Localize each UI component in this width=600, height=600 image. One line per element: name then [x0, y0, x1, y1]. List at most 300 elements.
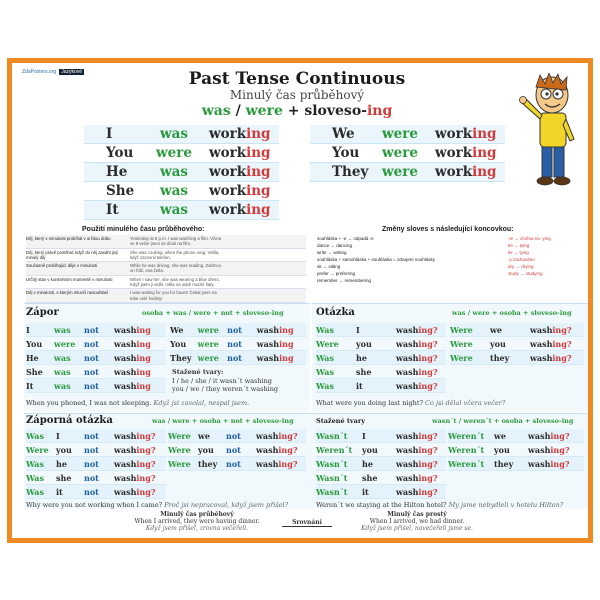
poster-frame [7, 58, 593, 543]
auxiliary-verb: Were [316, 338, 339, 349]
pronoun: you [490, 338, 506, 349]
pronoun: she [356, 366, 372, 377]
auxiliary-verb: Weren´t [448, 430, 485, 441]
verb [435, 126, 505, 142]
auxiliary-verb: Was [26, 430, 44, 441]
verb-stem: work [435, 145, 473, 161]
verb-ending: ing [279, 352, 294, 363]
comparison-right [312, 511, 522, 532]
verb-ending: ing? [418, 486, 438, 497]
change-line: write → writing [317, 250, 347, 255]
pronoun: I [26, 324, 30, 335]
formula-was: was [201, 103, 231, 119]
verb-ending: ing? [418, 380, 438, 391]
question-table-right [450, 323, 584, 365]
verb [209, 183, 279, 199]
table-row [316, 429, 446, 443]
verb-stem: wash [396, 324, 419, 335]
logo-badge: Jazykové [61, 69, 83, 75]
conjugation-row [84, 144, 279, 163]
table-row [316, 365, 446, 379]
verb [114, 353, 164, 363]
conjugation-row [310, 125, 505, 144]
change-side-line: dry → drying [508, 264, 534, 269]
negq-example-2-en: Weren´t we staying at the Hilton hotel? [316, 501, 447, 509]
verb-stem: work [209, 126, 247, 142]
auxiliary-verb: were [382, 145, 418, 161]
usage-row [26, 262, 306, 276]
table-row [316, 457, 446, 471]
negative-table-left [26, 323, 166, 393]
verb [114, 339, 164, 349]
usage-row [26, 289, 306, 303]
verb [256, 445, 306, 455]
verb-ending: ing? [418, 366, 438, 377]
verb-stem: wash [114, 444, 137, 455]
negation: not [84, 444, 99, 455]
pronoun: I [362, 430, 366, 441]
usage-heading: Použití minulého času průběhového: [82, 226, 205, 233]
verb-ending: ing? [418, 338, 438, 349]
conjugation-row [84, 201, 279, 220]
verb-ending: ing? [550, 444, 570, 455]
pronoun: It [106, 202, 119, 218]
negation: not [84, 352, 99, 363]
auxiliary-verb: was [54, 380, 71, 391]
change-side-line: -y zachováno [508, 257, 535, 262]
auxiliary-verb: Was [26, 472, 44, 483]
verb-stem: wash [530, 338, 553, 349]
pronoun: They [332, 164, 369, 180]
verb-ending: ing? [136, 458, 156, 469]
table-row [168, 429, 306, 443]
auxiliary-verb: Was [316, 324, 334, 335]
table-row [26, 457, 166, 471]
verb [256, 459, 306, 469]
auxiliary-verb: were [197, 352, 219, 363]
comparison-left-en: When I arrived, they were having dinner. [134, 518, 260, 525]
formula-ing: ing [366, 103, 393, 119]
table-row [448, 429, 584, 443]
pronoun: He [106, 164, 128, 180]
conjugation-row [84, 125, 279, 144]
verb-stem: wash [114, 486, 137, 497]
verb-stem: wash [396, 444, 419, 455]
verb-stem: work [435, 126, 473, 142]
verb [435, 145, 505, 161]
negq-formula: was / were + osoba + not + sloveso-ing [152, 417, 294, 425]
verb-stem: wash [114, 430, 137, 441]
negative-example [26, 399, 249, 407]
verb-ending: ing? [550, 430, 570, 441]
verb [396, 445, 446, 455]
auxiliary-verb: was [54, 366, 71, 377]
verb [209, 145, 279, 161]
verb-ending: ing? [418, 444, 438, 455]
usage-description: Určitý stav v konkrétním momentě v minulosti [26, 276, 113, 282]
auxiliary-verb: was [54, 352, 71, 363]
comparison-left-title: Minulý čas průběhový [160, 511, 234, 518]
pronoun: it [56, 486, 63, 497]
verb-ending: ing [136, 324, 151, 335]
verb-ending: ing [136, 380, 151, 391]
auxiliary-verb: Were [168, 458, 191, 469]
auxiliary-verb: was [54, 324, 71, 335]
verb [209, 202, 279, 218]
negation: not [84, 324, 99, 335]
verb [530, 353, 580, 363]
verb-ending: ing? [418, 352, 438, 363]
negative-example-cz: Když jsi zavolal, nespal jsem. [153, 399, 250, 407]
pronoun: they [494, 458, 514, 469]
verb-ending: ing? [418, 430, 438, 441]
verb-stem: work [435, 164, 473, 180]
auxiliary-verb: Weren´t [448, 444, 485, 455]
table-row [448, 443, 584, 457]
negation: not [84, 430, 99, 441]
negq-contr-formula: wasn´t / weren´t + osoba + sloveso-ing [432, 417, 574, 425]
negq-example-2-cz: My jsme nebydleli v hotelu Hilton? [448, 501, 564, 509]
table-row [170, 351, 306, 365]
logo-site: ZdaPosters.org [22, 69, 57, 75]
auxiliary-verb: Wasn´t [316, 472, 348, 483]
usage-description: Děj v minulosti, s kterým mluvčí nesouhlasí [26, 290, 109, 296]
negation: not [227, 338, 243, 349]
verb-stem: wash [256, 352, 280, 363]
comparison-right-en: When I arrived, we had dinner. [369, 518, 465, 525]
comparison-left [92, 511, 302, 532]
auxiliary-verb: was [160, 164, 188, 180]
table-row [26, 485, 166, 499]
change-line: sit → sitting [317, 264, 341, 269]
table-row [26, 471, 166, 485]
verb-ending: ing? [552, 324, 572, 335]
auxiliary-verb: Was [26, 458, 44, 469]
question-table-left [316, 323, 446, 393]
verb [256, 431, 306, 441]
pronoun: You [170, 338, 187, 349]
pronoun: We [332, 126, 355, 142]
auxiliary-verb: Were [450, 324, 473, 335]
verb-ending: ing [472, 164, 497, 180]
verb-stem: wash [114, 366, 137, 377]
negation: not [227, 352, 243, 363]
auxiliary-verb: Wasn´t [316, 430, 348, 441]
question-title: Otázka [316, 307, 355, 318]
negative-example-en: When you phoned, I was not sleeping. [26, 399, 152, 407]
verb [530, 339, 580, 349]
verb-ending: ing [246, 164, 271, 180]
change-side-line: -ie → změna na -ying [508, 236, 551, 241]
verb [528, 445, 578, 455]
pronoun: You [26, 338, 43, 349]
change-line: dance → dancing [317, 243, 353, 248]
auxiliary-verb: were [156, 145, 192, 161]
usage-example: She was cooking, when the phone rang. Vařila, když zazvonil telefon. [130, 249, 220, 260]
comparison-mid: Srovnání [282, 519, 332, 527]
auxiliary-verb: Was [316, 380, 334, 391]
auxiliary-verb: Weren´t [316, 444, 353, 455]
verb [435, 164, 505, 180]
formula [162, 103, 432, 119]
verb-ending: ing? [136, 430, 156, 441]
auxiliary-verb: Were [168, 430, 191, 441]
verb-stem: wash [256, 324, 280, 335]
verb-ending: ing? [136, 472, 156, 483]
negq-example-2 [316, 501, 563, 509]
usage-example: Yesterday at 8 p.m. I was watching a film. Včera ve 8 večer jsem se díval na film. [130, 236, 222, 247]
pronoun: You [106, 145, 134, 161]
negq-contr-title: Stažené tvary [316, 417, 366, 425]
conjugation-right [310, 125, 505, 182]
pronoun: you [494, 444, 510, 455]
verb-stem: wash [396, 458, 419, 469]
verb-ending: ing [136, 338, 151, 349]
verb [396, 431, 446, 441]
verb-stem: wash [114, 352, 137, 363]
verb [396, 487, 446, 497]
verb [530, 325, 580, 335]
auxiliary-verb: Was [316, 366, 334, 377]
usage-example: When I saw her, she was wearing a blue dress. Když jsem ji viděl, měla na sobě modré šaty. [130, 276, 220, 288]
verb-ending: ing? [278, 430, 298, 441]
table-row [26, 443, 166, 457]
table-row [168, 457, 306, 471]
negative-title: Zápor [26, 307, 59, 318]
page-subtitle: Minulý čas průběhový [229, 88, 365, 102]
negation: not [84, 486, 99, 497]
auxiliary-verb: were [54, 338, 76, 349]
comparison-left-cz: Když jsem přišel, zrovna večeřeli. [145, 525, 249, 532]
table-row [26, 379, 166, 393]
verb-stem: wash [396, 486, 419, 497]
verb-ending: ing? [136, 486, 156, 497]
pronoun: we [198, 430, 210, 441]
verb [257, 353, 306, 363]
pronoun: they [490, 352, 510, 363]
publisher-logo [22, 69, 84, 75]
table-row [316, 485, 446, 499]
table-row [26, 323, 166, 337]
verb [114, 367, 164, 377]
formula-plus: + sloveso- [282, 103, 367, 119]
pronoun: she [362, 472, 378, 483]
verb-stem: wash [530, 352, 553, 363]
table-row [450, 323, 584, 337]
pronoun: she [56, 472, 72, 483]
pronoun: you [198, 444, 214, 455]
auxiliary-verb: was [160, 126, 188, 142]
verb-ending: ing [279, 338, 294, 349]
negation: not [227, 324, 243, 335]
negq-contr-left [316, 429, 446, 499]
verb-stem: work [209, 202, 247, 218]
usage-description: Současně probíhající děje v minulosti [26, 263, 98, 269]
change-side-line: study → studying [508, 271, 543, 276]
change-side-line: tie → tying [508, 243, 530, 248]
verb [257, 339, 306, 349]
comparison-right-title: Minulý čas prostý [387, 511, 447, 518]
auxiliary-verb: Weren´t [448, 458, 485, 469]
negation: not [226, 444, 241, 455]
verb-stem: wash [256, 338, 280, 349]
conjugation-row [310, 163, 505, 182]
table-row [316, 337, 446, 351]
verb-ending: ing [246, 126, 271, 142]
negq-example-1-cz: Proč jsi nepracoval, když jsem přišel? [164, 501, 289, 509]
verb-ending: ing [279, 324, 294, 335]
verb-stem: wash [396, 380, 419, 391]
verb [114, 431, 164, 441]
verb-stem: work [209, 183, 247, 199]
verb-ending: ing [246, 202, 271, 218]
verb-stem: wash [114, 380, 137, 391]
verb-stem: wash [256, 430, 279, 441]
negation: not [84, 472, 99, 483]
verb [396, 459, 446, 469]
verb [209, 126, 279, 142]
verb-ending: ing? [278, 458, 298, 469]
usage-example: I was waiting for you for hours! Čekal jsem na tebe celé hodiny! [130, 290, 217, 301]
table-row [170, 337, 306, 351]
negation: not [84, 338, 99, 349]
table-row [168, 443, 306, 457]
pronoun: I [106, 126, 113, 142]
verb [114, 459, 164, 469]
table-row [316, 379, 446, 393]
question-example-en: What were you doing last night? [316, 399, 423, 407]
auxiliary-verb: were [197, 324, 219, 335]
negative-short-title: Stažené tvary: [172, 368, 224, 376]
question-formula: was / were + osoba + sloveso-ing [452, 309, 572, 317]
pronoun: She [106, 183, 135, 199]
negq-contr-right [448, 429, 584, 471]
negation: not [226, 458, 241, 469]
change-line: souhláska + samohláska + souhláska = zdvojení souhlásky [317, 257, 435, 262]
verb-stem: work [209, 145, 247, 161]
verb-stem: wash [528, 444, 551, 455]
change-line: prefer → preferring [317, 271, 356, 276]
verb [257, 325, 306, 335]
verb-ending: ing [136, 352, 151, 363]
verb [396, 473, 446, 483]
table-row [170, 323, 306, 337]
verb-stem: wash [528, 430, 551, 441]
auxiliary-verb: was [160, 202, 188, 218]
negative-formula: osoba + was / were + not + sloveso-ing [142, 309, 284, 317]
auxiliary-verb: Were [168, 444, 191, 455]
verb-ending: ing? [550, 458, 570, 469]
pronoun: She [26, 366, 43, 377]
pronoun: I [56, 430, 60, 441]
auxiliary-verb: Were [26, 444, 49, 455]
usage-row [26, 235, 306, 249]
verb [396, 353, 446, 363]
usage-description: Děj, který právě probíhal, když do něj zasáhl jiný minulý děj [26, 249, 119, 260]
pronoun: it [362, 486, 369, 497]
negative-short-2: you / we / they weren´t washing [172, 385, 279, 393]
verb [396, 325, 446, 335]
verb-stem: wash [396, 430, 419, 441]
auxiliary-verb: Was [316, 352, 334, 363]
auxiliary-verb: were [382, 164, 418, 180]
usage-table [26, 235, 306, 303]
usage-example: While he was driving, she was reading. Zatímco on řídil, ona četla. [130, 263, 221, 274]
change-side-line: lie → lying [508, 250, 529, 255]
pronoun: you [362, 444, 378, 455]
pronoun: They [170, 352, 192, 363]
usage-row [26, 276, 306, 290]
verb [528, 459, 578, 469]
negation: not [84, 380, 99, 391]
pronoun: We [170, 324, 184, 335]
pronoun: he [362, 458, 373, 469]
cartoon-boy-icon [518, 73, 580, 193]
pronoun: they [198, 458, 218, 469]
table-row [26, 365, 166, 379]
verb-ending: ing [246, 183, 271, 199]
verb-stem: wash [530, 324, 553, 335]
table-row [26, 337, 166, 351]
question-example-cz: Co jsi dělal včera večer? [425, 399, 506, 407]
pronoun: you [356, 338, 372, 349]
pronoun: It [26, 380, 34, 391]
verb-stem: wash [256, 444, 279, 455]
table-row [450, 351, 584, 365]
verb [114, 381, 164, 391]
change-line: remember → remembering [317, 278, 372, 283]
verb-ending: ing [472, 145, 497, 161]
pronoun: we [494, 430, 506, 441]
pronoun: he [56, 458, 67, 469]
verb [396, 381, 446, 391]
auxiliary-verb: Was [26, 486, 44, 497]
verb-stem: wash [396, 472, 419, 483]
auxiliary-verb: Were [450, 352, 473, 363]
conjugation-row [310, 144, 505, 163]
pronoun: you [56, 444, 72, 455]
conjugation-row [84, 163, 279, 182]
conjugation-row [84, 182, 279, 201]
verb-ending: ing? [418, 324, 438, 335]
table-row [316, 471, 446, 485]
verb [114, 325, 164, 335]
negq-example-1 [26, 501, 288, 509]
verb-ending: ing? [278, 444, 298, 455]
changes-list [317, 235, 507, 284]
changes-side-list [508, 235, 588, 277]
verb-stem: wash [114, 338, 137, 349]
negation: not [84, 458, 99, 469]
verb-stem: wash [114, 324, 137, 335]
table-row [316, 351, 446, 365]
verb-stem: wash [396, 338, 419, 349]
auxiliary-verb: Wasn´t [316, 486, 348, 497]
negative-table-right [170, 323, 306, 365]
change-line: souhláska + -e → odpadá -e [317, 236, 374, 241]
verb-stem: wash [256, 458, 279, 469]
formula-were: were [245, 103, 283, 119]
negation: not [84, 366, 99, 377]
verb-stem: wash [114, 472, 137, 483]
usage-row [26, 249, 306, 263]
verb-stem: wash [114, 458, 137, 469]
verb-ending: ing? [552, 338, 572, 349]
auxiliary-verb: Wasn´t [316, 458, 348, 469]
verb-ending: ing? [418, 472, 438, 483]
changes-heading: Změny sloves s následující koncovkou: [382, 226, 514, 233]
verb-stem: wash [528, 458, 551, 469]
